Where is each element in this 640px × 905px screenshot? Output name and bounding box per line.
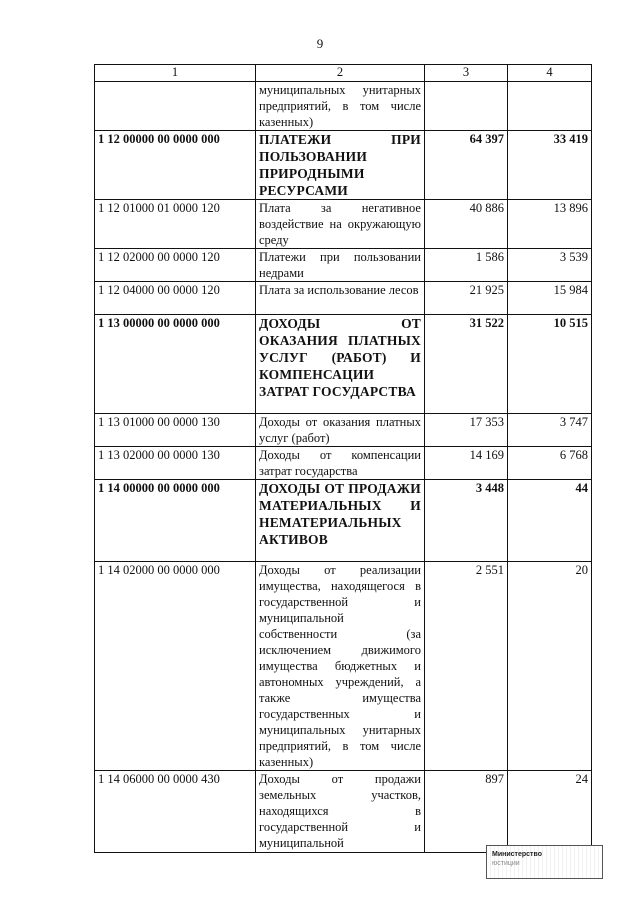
row-value-col3: 21 925 bbox=[425, 282, 508, 315]
header-col-1: 1 bbox=[95, 65, 256, 82]
row-name: Доходы от компенсации затрат государства bbox=[256, 447, 425, 480]
row-code: 1 12 01000 01 0000 120 bbox=[95, 200, 256, 249]
row-value-col3: 40 886 bbox=[425, 200, 508, 249]
row-code bbox=[95, 82, 256, 131]
table-row bbox=[95, 562, 592, 771]
row-name: Доходы от оказания платных услуг (работ) bbox=[256, 414, 425, 447]
table-row bbox=[95, 249, 592, 282]
row-value-col3: 64 397 bbox=[425, 131, 508, 200]
row-name: ДОХОДЫ ОТ ОКАЗАНИЯ ПЛАТНЫХ УСЛУГ (РАБОТ) И КОМПЕНСАЦИИ ЗАТРАТ ГОСУДАРСТВА bbox=[256, 315, 425, 414]
table-row bbox=[95, 82, 592, 131]
row-code: 1 12 04000 00 0000 120 bbox=[95, 282, 256, 315]
row-name: Доходы от реализации имущества, находящегося в государственной и муниципальной собственности (за исключением движимого имущества бюджетных и автономных учреждений, а также имущества государственных и муниципальных унитарных предприятий, в том числе казенных) bbox=[256, 562, 425, 771]
row-value-col4: 33 419 bbox=[508, 131, 592, 200]
revenue-table bbox=[94, 64, 592, 853]
row-name: муниципальных унитарных предприятий, в том числе казенных) bbox=[256, 82, 425, 131]
row-value-col3: 31 522 bbox=[425, 315, 508, 414]
row-value-col4: 6 768 bbox=[508, 447, 592, 480]
table-row bbox=[95, 200, 592, 249]
table-row bbox=[95, 131, 592, 200]
row-value-col4: 10 515 bbox=[508, 315, 592, 414]
row-code: 1 12 02000 00 0000 120 bbox=[95, 249, 256, 282]
row-code: 1 12 00000 00 0000 000 bbox=[95, 131, 256, 200]
row-value-col3: 3 448 bbox=[425, 480, 508, 562]
page-number: 9 bbox=[316, 36, 324, 51]
row-value-col3: 14 169 bbox=[425, 447, 508, 480]
header-col-4: 4 bbox=[508, 65, 592, 82]
row-code: 1 13 01000 00 0000 130 bbox=[95, 414, 256, 447]
header-col-3: 3 bbox=[425, 65, 508, 82]
row-value-col4: 3 747 bbox=[508, 414, 592, 447]
row-name: Платежи при пользовании недрами bbox=[256, 249, 425, 282]
registration-stamp bbox=[486, 845, 603, 879]
table-row bbox=[95, 315, 592, 414]
row-name: Плата за негативное воздействие на окружающую среду bbox=[256, 200, 425, 249]
row-code: 1 14 00000 00 0000 000 bbox=[95, 480, 256, 562]
row-value-col4 bbox=[508, 82, 592, 131]
stamp-line-1: Министерство bbox=[492, 851, 542, 858]
row-code: 1 14 06000 00 0000 430 bbox=[95, 771, 256, 853]
row-value-col4: 15 984 bbox=[508, 282, 592, 315]
row-value-col4: 13 896 bbox=[508, 200, 592, 249]
row-value-col4: 3 539 bbox=[508, 249, 592, 282]
table-header-row bbox=[95, 65, 592, 82]
row-value-col4: 44 bbox=[508, 480, 592, 562]
row-value-col4: 20 bbox=[508, 562, 592, 771]
row-code: 1 13 00000 00 0000 000 bbox=[95, 315, 256, 414]
table-row bbox=[95, 447, 592, 480]
row-value-col3: 897 bbox=[425, 771, 508, 853]
row-name: Доходы от продажи земельных участков, находящихся в государственной и муниципальной bbox=[256, 771, 425, 853]
row-code: 1 13 02000 00 0000 130 bbox=[95, 447, 256, 480]
row-name: ДОХОДЫ ОТ ПРОДАЖИ МАТЕРИАЛЬНЫХ И НЕМАТЕРИАЛЬНЫХ АКТИВОВ bbox=[256, 480, 425, 562]
table-row bbox=[95, 480, 592, 562]
row-code: 1 14 02000 00 0000 000 bbox=[95, 562, 256, 771]
row-name: ПЛАТЕЖИ ПРИ ПОЛЬЗОВАНИИ ПРИРОДНЫМИ РЕСУРСАМИ bbox=[256, 131, 425, 200]
table-row bbox=[95, 771, 592, 853]
header-col-2: 2 bbox=[256, 65, 425, 82]
row-name: Плата за использование лесов bbox=[256, 282, 425, 315]
row-value-col3: 2 551 bbox=[425, 562, 508, 771]
table-row bbox=[95, 414, 592, 447]
table-row bbox=[95, 282, 592, 315]
row-value-col4: 24 bbox=[508, 771, 592, 853]
row-value-col3: 1 586 bbox=[425, 249, 508, 282]
stamp-line-2: юстиции bbox=[492, 860, 520, 867]
row-value-col3 bbox=[425, 82, 508, 131]
row-value-col3: 17 353 bbox=[425, 414, 508, 447]
